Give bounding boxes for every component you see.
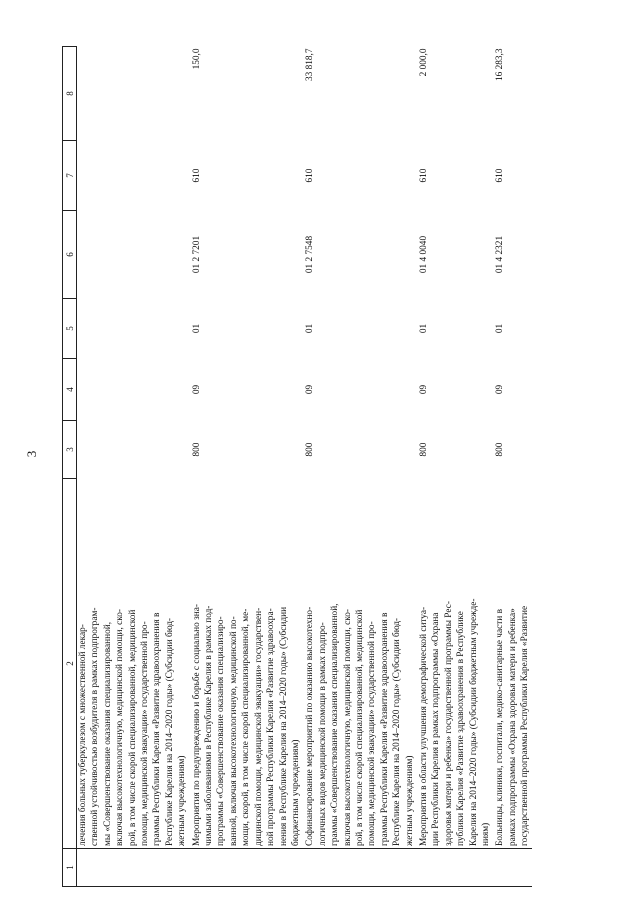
column-number: 4 bbox=[63, 359, 77, 421]
page-number: 3 bbox=[24, 450, 39, 458]
table-row bbox=[302, 47, 416, 887]
column-number: 6 bbox=[63, 211, 77, 299]
row-name-line: Больницы, клиники, госпитали, медико-санитарные части в bbox=[495, 609, 506, 846]
target-article-cell bbox=[77, 211, 189, 299]
row-name-line: дицинской помощи, медицинской эвакуации» государствен- bbox=[253, 607, 264, 846]
row-name-line: ственной устойчивостью возбудителя в рамках подпрограм- bbox=[90, 607, 101, 846]
row-index-cell bbox=[416, 849, 492, 887]
row-name-line: Мероприятия в области улучшения демографической ситуа- bbox=[418, 606, 429, 846]
row-name-line: Карелия на 2014–2020 годы» (Субсидии бюджетным учрежде- bbox=[468, 598, 479, 846]
row-name-line: Софинансирование мероприятий по оказанию высокотехно- bbox=[305, 606, 316, 846]
row-index-cell bbox=[77, 849, 189, 887]
expense-type-cell: 610 bbox=[191, 168, 202, 183]
amount-cell: 2 000,0 bbox=[418, 48, 429, 77]
table-row bbox=[416, 47, 492, 887]
row-name-line: ной программы Республики Карелия «Развитие здравоохра- bbox=[266, 608, 277, 846]
section-code-cell: 09 bbox=[191, 384, 202, 395]
subsection-code-cell: 01 bbox=[191, 323, 202, 334]
amount-cell: 33 818,7 bbox=[305, 48, 316, 82]
amount-cell: 16 283,3 bbox=[495, 48, 506, 82]
row-name-line: чимыми заболеваниями в Республике Карелия в рамках под- bbox=[204, 605, 215, 846]
row-name-line: ниям) bbox=[481, 822, 491, 846]
budget-table bbox=[62, 46, 532, 887]
row-name-line: мы «Совершенствование оказания специализированной, bbox=[102, 621, 113, 846]
column-number: 7 bbox=[63, 141, 77, 211]
row-name-cell bbox=[302, 479, 416, 849]
row-name-line: помощи, медицинской эвакуации» государственной про- bbox=[140, 621, 151, 846]
column-number: 8 bbox=[63, 47, 77, 141]
subsection-code-cell: 01 bbox=[495, 323, 506, 334]
expense-type-cell bbox=[77, 141, 189, 211]
row-name-line: жетным учреждениям) bbox=[177, 755, 188, 846]
table-row bbox=[189, 47, 303, 887]
expense-type-cell: 610 bbox=[418, 168, 429, 183]
row-name-line: Республике Карелия на 2014–2020 годы» (Субсидии бюд- bbox=[392, 617, 403, 846]
column-number: 5 bbox=[63, 299, 77, 359]
row-name-cell bbox=[189, 479, 303, 849]
column-number: 3 bbox=[63, 421, 77, 479]
target-article-cell: 01 4 2321 bbox=[495, 235, 506, 274]
amount-cell bbox=[77, 47, 189, 141]
grbs-code-cell bbox=[77, 421, 189, 479]
column-number: 2 bbox=[63, 479, 77, 849]
row-name-line: логичных видов медицинской помощи в рамках подпро- bbox=[317, 622, 328, 846]
row-name-line: Республике Карелия на 2014–2020 годы» (Субсидии бюд- bbox=[164, 617, 175, 846]
expense-type-cell: 610 bbox=[305, 168, 316, 183]
section-code-cell: 09 bbox=[495, 384, 506, 395]
grbs-code-cell: 800 bbox=[418, 442, 429, 457]
row-name-line: граммы Республики Карелия «Развитие здравоохранения в bbox=[379, 612, 390, 846]
table-row bbox=[492, 47, 531, 887]
row-name-line: бюджетным учреждениям) bbox=[290, 739, 301, 846]
section-code-cell: 09 bbox=[418, 384, 429, 395]
subsection-code-cell: 01 bbox=[305, 323, 316, 334]
subsection-code-cell: 01 bbox=[418, 323, 429, 334]
row-name-line: ванной, включая высокотехнологичную, медицинской по- bbox=[228, 616, 239, 846]
row-name-line: государственной программы Республики Карелия «Развитие bbox=[520, 605, 531, 846]
target-article-cell: 01 2 7548 bbox=[305, 235, 316, 274]
grbs-code-cell: 800 bbox=[191, 442, 202, 457]
column-number: 1 bbox=[63, 849, 77, 887]
target-article-cell: 01 4 0040 bbox=[418, 235, 429, 274]
row-name-line: лечения больных туберкулезом с множественной лекар- bbox=[78, 624, 88, 846]
row-name-line: жетным учреждениям) bbox=[404, 755, 415, 846]
row-index-cell bbox=[189, 849, 303, 887]
amount-cell: 150,0 bbox=[191, 48, 202, 70]
row-name-line: помощи, медицинской эвакуации» государственной про- bbox=[367, 621, 378, 846]
row-index-cell bbox=[492, 849, 531, 887]
grbs-code-cell: 800 bbox=[305, 442, 316, 457]
row-name-cell bbox=[492, 479, 531, 849]
expense-type-cell: 610 bbox=[495, 168, 506, 183]
grbs-code-cell: 800 bbox=[495, 442, 506, 457]
row-name-line: здоровья матери и ребенка» государственной программы Рес- bbox=[443, 601, 454, 846]
row-name-line: включая высокотехнологичную, медицинской помощи, ско- bbox=[342, 608, 353, 846]
section-code-cell bbox=[77, 359, 189, 421]
row-name-line: граммы «Совершенствование оказания специализированной, bbox=[330, 603, 341, 846]
target-article-cell: 01 2 7201 bbox=[191, 235, 202, 274]
row-name-cell bbox=[77, 479, 189, 849]
column-number-header bbox=[63, 47, 77, 887]
row-name-line: рой, в том числе скорой специализированной, медицинской bbox=[354, 609, 365, 846]
row-name-line: граммы Республики Карелия «Развитие здравоохранения в bbox=[152, 612, 163, 846]
row-name-line: включая высокотехнологичную, медицинской помощи, ско- bbox=[115, 608, 126, 846]
row-name-line: мощи, скорой, в том числе скорой специализированной, ме- bbox=[241, 608, 252, 846]
row-name-line: публики Карелия «Развитие здравоохранения в Республике bbox=[456, 611, 467, 846]
row-name-line: ции Республики Карелия в рамках подпрограммы «Охрана bbox=[431, 612, 442, 846]
row-index-cell bbox=[302, 849, 416, 887]
row-name-line: рамках подпрограммы «Охрана здоровья матери и ребенка» bbox=[507, 608, 518, 846]
row-name-line: программы «Совершенствование оказания специализиро- bbox=[216, 616, 227, 846]
row-name-line: Мероприятия по предупреждению и борьбе с социально зна- bbox=[191, 604, 202, 846]
row-name-line: рой, в том числе скорой специализированной, медицинской bbox=[127, 609, 138, 846]
row-name-line: нения в Республике Карелия на 2014–2020 годы» (Субсидии bbox=[278, 606, 289, 846]
row-name-cell bbox=[416, 479, 492, 849]
table-row bbox=[77, 47, 189, 887]
subsection-code-cell bbox=[77, 299, 189, 359]
section-code-cell: 09 bbox=[305, 384, 316, 395]
